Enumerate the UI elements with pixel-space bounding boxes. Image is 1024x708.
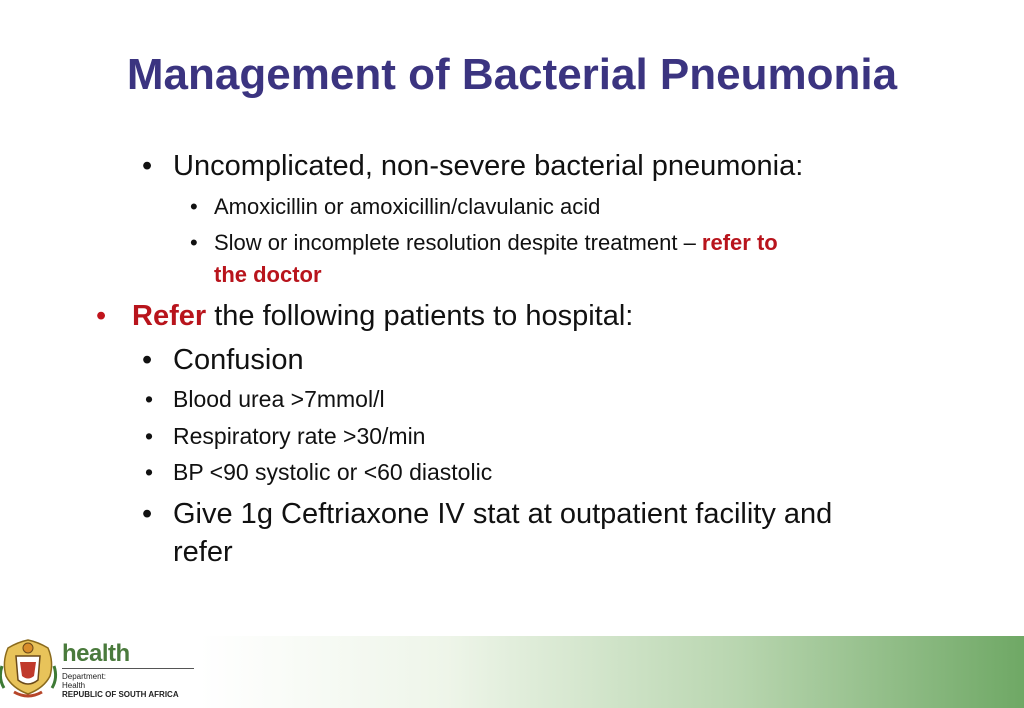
slide-title: Management of Bacterial Pneumonia bbox=[126, 50, 898, 99]
bullet-dot: • bbox=[142, 150, 153, 182]
bullet-slow-resolution bbox=[190, 230, 778, 256]
dept-line2: Health bbox=[62, 681, 86, 690]
footer-gradient-band bbox=[200, 636, 1024, 708]
bullet-blood-urea bbox=[145, 386, 385, 413]
bullet-amoxicillin bbox=[190, 194, 600, 220]
bullet-text: Respiratory rate >30/min bbox=[173, 423, 426, 449]
refer-highlight: refer to bbox=[701, 230, 778, 255]
bullet-text: Give 1g Ceftriaxone IV stat at outpatient facility and bbox=[173, 498, 833, 530]
bullet-text: the following patients to hospital: bbox=[206, 300, 634, 332]
bullet-text: Amoxicillin or amoxicillin/clavulanic acid bbox=[214, 194, 601, 219]
bullet-ceftriaxone bbox=[142, 498, 833, 531]
brand-divider bbox=[62, 668, 194, 669]
bullet-dot: • bbox=[190, 230, 198, 255]
bullet-dot: • bbox=[145, 423, 154, 449]
bullet-text: BP <90 systolic or <60 diastolic bbox=[173, 459, 493, 485]
bullet-text: refer bbox=[173, 536, 233, 568]
bullet-uncomplicated bbox=[142, 150, 804, 183]
refer-word: Refer bbox=[132, 300, 207, 332]
bullet-dot: • bbox=[142, 498, 153, 530]
bullet-dot: • bbox=[190, 194, 198, 219]
bullet-refer-hospital bbox=[96, 300, 633, 333]
bullet-text: Uncomplicated, non-severe bacterial pneumonia: bbox=[173, 150, 804, 182]
bullet-dot-red: • bbox=[96, 300, 107, 332]
brand-health: health bbox=[62, 640, 130, 667]
bullet-ceftriaxone-cont bbox=[145, 536, 233, 569]
bullet-text: Slow or incomplete resolution despite treatment – bbox=[214, 230, 702, 255]
bullet-confusion bbox=[142, 344, 304, 377]
refer-highlight-cont: the doctor bbox=[214, 262, 322, 287]
bullet-dot: • bbox=[145, 386, 154, 412]
bullet-respiratory-rate bbox=[145, 423, 425, 450]
bullet-bp bbox=[145, 459, 492, 486]
bullet-dot: • bbox=[142, 344, 153, 376]
dept-line3: REPUBLIC OF SOUTH AFRICA bbox=[62, 690, 179, 699]
bullet-slow-resolution-cont bbox=[190, 262, 322, 288]
bullet-text: Blood urea >7mmol/l bbox=[173, 386, 385, 412]
dept-line1: Department: bbox=[62, 672, 107, 681]
bullet-dot: • bbox=[145, 459, 154, 485]
bullet-text: Confusion bbox=[173, 344, 304, 376]
